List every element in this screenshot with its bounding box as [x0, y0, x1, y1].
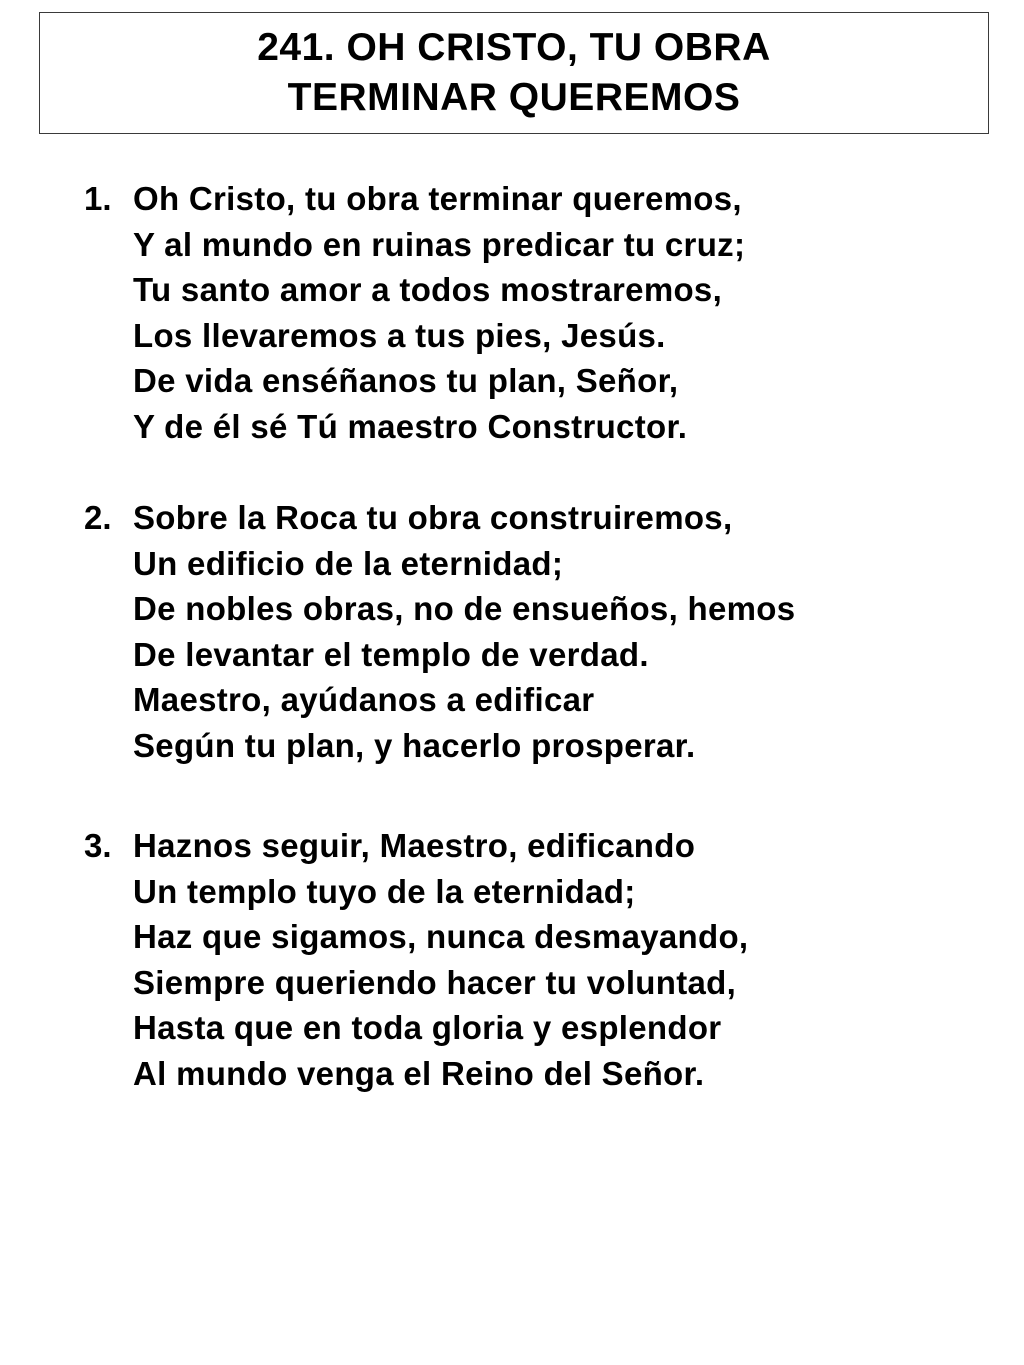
- verse-line: Y de él sé Tú maestro Constructor.: [133, 407, 688, 445]
- verse-line: De levantar el templo de verdad.: [133, 635, 649, 673]
- verse-line: Un templo tuyo de la eternidad;: [133, 872, 636, 910]
- verse-line: De nobles obras, no de ensueños, hemos: [133, 590, 796, 627]
- hymn-title-box: [39, 12, 989, 134]
- verse-line: Sobre la Roca tu obra construiremos,: [133, 499, 733, 536]
- verse-line: Maestro, ayúdanos a edificar: [133, 681, 595, 718]
- verse-line: Siempre queriendo hacer tu voluntad,: [133, 963, 737, 1001]
- verse-lines: [133, 176, 1004, 449]
- verse-lines: [133, 823, 1004, 1096]
- verse-line: Oh Cristo, tu obra terminar queremos,: [133, 180, 742, 217]
- verse-2: [84, 495, 1004, 768]
- hymn-title-line-1: 241. OH CRISTO, TU OBRA: [257, 26, 771, 69]
- verse-line: Según tu plan, y hacerlo prosperar.: [133, 726, 696, 764]
- verse-line: Los llevaremos a tus pies, Jesús.: [133, 316, 666, 354]
- hymn-title-line-2: TERMINAR QUEREMOS: [287, 76, 741, 119]
- verse-line: Y al mundo en ruinas predicar tu cruz;: [133, 225, 746, 263]
- verse-line: Al mundo venga el Reino del Señor.: [133, 1054, 705, 1092]
- verse-line: Haz que sigamos, nunca desmayando,: [133, 918, 749, 955]
- verse-1: [84, 176, 1004, 449]
- verse-lines: [133, 495, 1004, 768]
- verse-line: Hasta que en toda gloria y esplendor: [133, 1009, 722, 1046]
- verse-number: 2.: [84, 499, 112, 536]
- verse-number: 3.: [84, 827, 112, 864]
- verse-number: 1.: [84, 180, 112, 217]
- verse-line: Un edificio de la eternidad;: [133, 544, 564, 582]
- verse-line: Haznos seguir, Maestro, edificando: [133, 827, 696, 864]
- verse-line: De vida enséñanos tu plan, Señor,: [133, 362, 679, 399]
- verse-line: Tu santo amor a todos mostraremos,: [133, 271, 723, 308]
- verse-3: [84, 823, 1004, 1096]
